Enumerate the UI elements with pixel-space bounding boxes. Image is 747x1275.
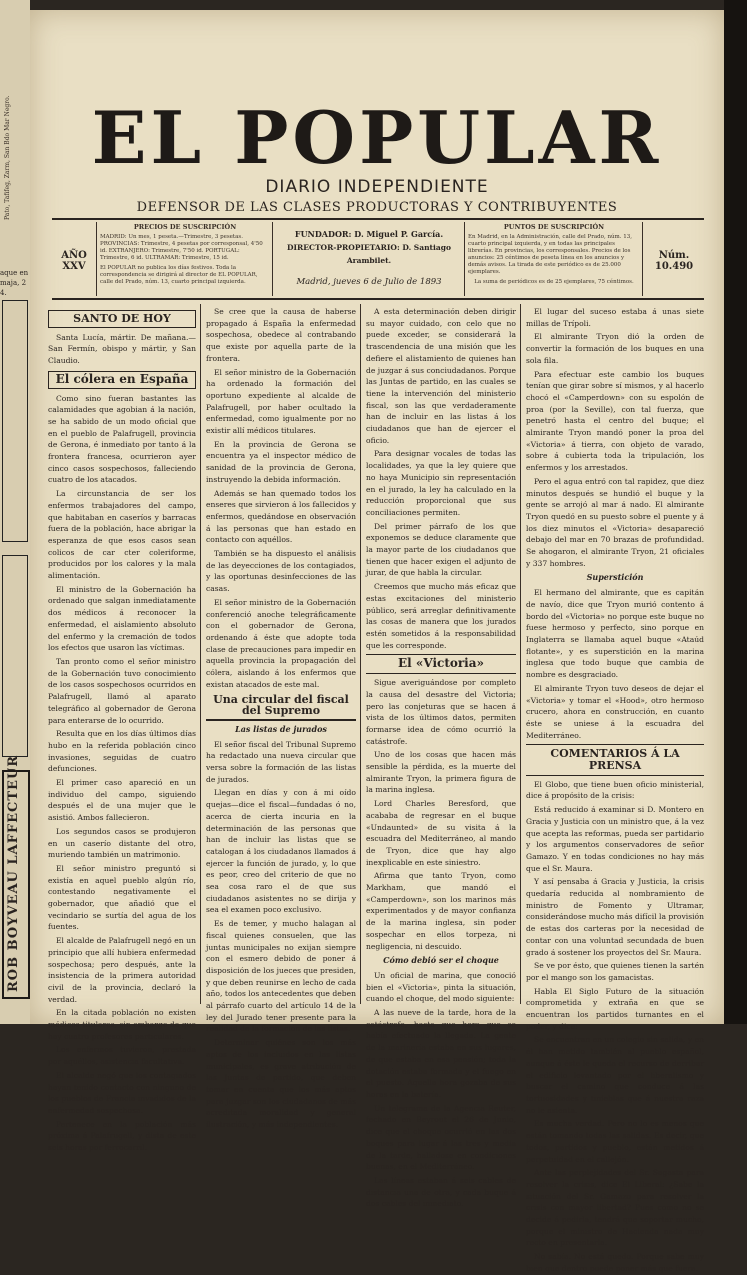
founders-block: FUNDADOR: D. Miguel P. García. DIRECTOR-PROPIETARIO: D. Santiago Arambilet. Madrid, jueves 6 de Julio de 1893 (276, 228, 462, 287)
column-3: A esta determinación deben dirigir su mayor cuidado, con celo que no puede exceder, se considerará la trascendencia de una misión que les defiere el alistamiento de quienes han de juzgar á sus conciudadanos. Porque las Juntas de partido, en las cuales se tiene la intervención del ministerio fiscal, son las que verdaderamente han de incluir en las listas á los ciudadanos que han de ejercer el oficio. Para designar vocales de todas las localidades, ya que la ley quiere que no haya Municipio sin representación en el jurado, la ley ha calculado en la reducción proporcional que sus conciliaciones permiten. Del primer párrafo de los que exponemos se deduce claramente que la mayor parte de los ciudadanos que tienen que hacer exigen el adjunto de jurar, de que habla la circular. Creemos que mucho más eficaz que estas excitaciones del ministerio público, será arreglar definitivamente las cosas de manera que los jurados estén sometidos á la responsabilidad que les corresponde. El «Victoria» Sigue averiguándose por completo la causa del desastre del Victoria; pero las conjeturas que se hacen á vista de los últimos datos, permiten formarse idea de cómo ocurrió la catástrofe. Uno de los cosas que hacen más sensible la pérdida, es la muerte del almirante Tryon, la primera figura de la marina inglesa. Lord Charles Beresford, que acababa de regresar en el buque «Undaunted» de su visita á la escuadra del Mediterráneo, al mando de Tryon, dice que hay algo inexplicable en este siniestro. Afirma que tanto Tryon, como Markham, que mandó el «Camperdown», son los marinos más experimentados y de mayor confianza de la marina inglesa, sin poder sospechar en ellos torpeza, ni negligencia, ni descuido. Cómo debió ser el choque Un oficial de marina, que conoció bien el «Victoria», pinta la situación, cuando el choque, del modo siguiente: A las nueve de la tarde, hora de la catástrofe, hasta que hora que se había efectuado la llegada. La gente de la marinería estaba en sus lugares, de que estaba en esa pensión; toda la dotación estaba formada y el fuego en el puesto. Aquella hora gozaba de sus horas en la batería. Un telegrama de la Agencia Reuter, fechado en Beyrout el 26 de Junio, dice que el choque ocurrió en las dos boques para lugar á las tres y media de la tarde, halladose en condiciones buenas, en el Mediterráneo. Las líneas estaban á seis cables de distancia una de otra, y cada buque á dos cables del inmediato. (366, 307, 516, 1209)
saints-heading: SANTO DE HOY (48, 310, 196, 328)
masthead-tagline: DEFENSOR DE LAS CLASES PRODUCTORAS Y CONTRIBUYENTES (136, 200, 618, 215)
adjacent-page-spine: Pato, Tafifeg, Zarm, San Bdo Mar Negro. aque en maja, 24. ROB BOYVEAU LAFFECTEUR (0, 0, 30, 1024)
issue-number: Núm. 10.490 (654, 250, 694, 272)
column-4: El lugar del suceso estaba á unas siete millas de Trípoli. El almirante Tryon dió la orden de convertir la formación de los buques en una sola fila. Para efectuar este cambio los buques tenían que girar sobre sí mismos, y al hacerlo chocó el «Camperdown» con su espolón de proa (por la Seville), con tal fuerza, que penetró hasta el centro del buque; el almirante Tryon mandó poner la proa del «Victoria» á tierra, con objeto de varado, sobre á cubierta toda la tripulación, los enfermos y los arrestados. Pero el agua entró con tal rapidez, que diez minutos después se hundió el buque y la gente se arrojó al mar á nado. El almirante Tryon quedó en su puesto sobre el puente y á los diez minutos el «Victoria» desapareció debajo del mar en 70 brazas de profundidad. Se ahogaron, el almirante Tryon, 21 oficiales y 337 hombres. Superstición El hermano del almirante, que es capitán de navío, dice que Tryon murió contento á bordo del «Victoria» no porque este buque no fuese hermoso y perfecto, sino porque en Inglaterra se llamaba aquel buque «Ataúd flotante», y es superstición en la marina inglesa que todo buque que cambia de nombre es desgraciado. El almirante Tryon tuvo deseos de dejar el «Victoria» y tomar el «Hood», otro hermoso crucero, ahora en construcción, en cuanto éste se uniese á la escuadra del Mediterráneo. COMENTARIOS Á LA PRENSA El Globo, que tiene buen oficio ministerial, dice á propósito de la crisis: Está reducido á examinar si D. Montero en Gracia y Justicia con un ministro que, á la vez que acepta las reformas, pueda ser partidario y los argumentos conservadores de señor Gamazo. Y en todas condiciones no hay más que el Sr. Maura. Y así pensaba á Gracia y Justicia, la crisis quedaría reducida al nombramiento de ministro de Fomento y Ultramar, considerándose mucho más difícil la provisión de estas dos carteras por la necesidad de contar con una voluntad secundada de buen grado á sostener los proyectos del Sr. Maura. Se ve por ésto, que quienes tienen la sartén por el mango son los gamacistas. Habla El Siglo Futuro de la situación comprometida y extraña en que se encuentran los partidos turnantes en el poder, y dice: Se encuentran en un colegio sin salida, y en él han metido también al pueblo español, aunque á éste le queda el recurso de derribar el edificio levantado por el liberalismo y buscar el camino que conduce á las tortuosidades y tinieblas que á nuestra raza no le asienta. Es mucha verdad. Pero no lo es menos que están tomando todas las salidas. Es decir, que todos, partidos y pueblo, están metidos á perpetuidad en el callejón. Ante las perplejidades del Sr. Sagasta para resolver la crisis, dice El Liberal: ¿Sabe la situación del Sr. Gamazo para resolver la crisis con mayor libertad? Pues como no se decide á pedirla, tendrá que soportar mucho, porque el ministro de Hacienda nada muy recto en presentarla. No sabía. No está quedo. Porque sabe muy bien que dentro puede poner más que fuera. (526, 307, 704, 1273)
cholera-heading: El cólera en España (48, 371, 196, 389)
header-rule-bottom (52, 298, 704, 300)
choque-subheading: Cómo debió ser el choque (383, 955, 499, 966)
victoria-heading: El «Victoria» (366, 654, 516, 674)
spine-ad-box-1 (2, 300, 28, 542)
superstition-subheading: Superstición (586, 572, 644, 583)
year-label: AÑO XXV (61, 250, 87, 272)
column-1: SANTO DE HOY Santa Lucía, mártir. De mañana.—San Fermín, obispo y mártir, y San Claudio. El cólera en España Como sino fueran bastantes las calamidades que agobian á la nación, se ha sabido de un modo oficial que en el pueblo de Palafrugell, provincia de Gerona, é inmediato por tanto á la frontera francesa, ocurrieron ayer cinco casos sospechosos, falleciendo cuatro de los atacados. La circunstancia de ser los enfermos trabajadores del campo, que habitaban en caseríos y barracas fuera de la población, hace abrigar la esperanza de que esos casos sean colicos de car cter coleriforme, producidos por los calores y la mala alimentación. El ministro de la Gobernación ha ordenado que salgan inmediatamente dos médicos á reconocer la enfermedad, el aislamiento absoluto del enfermo y la cremación de todos los efectos que usaron las víctimas. Tan pronto como el señor ministro de la Gobernación tuvo conocimiento de los casos sospechosos ocurridos en Palafrugell, llamó al aparato telegráfico al gobernador de Gerona para enterarse de lo ocurrido. Resulta que en los días últimos días hubo en la referida población cinco invasiones, seguidas de cuatro defunciones. El primer caso apareció en un individuo del campo, siguiendo después el de una mujer que le asistió. Ambos fallecieron. Los segundos casos se produjeron en un caserío distante del otro, muriendo también un matrimonio. El señor ministro preguntó si existía en aquel pueblo algún río, contestando negativamente el gobernador, que añadió que el vecindario se surtía del agua de los fuentes. El alcalde de Palafrugell negó en un principio que allí hubiera enfermedad sospechosa; pero después, ante la insistencia de la primera autoridad civil de la provincia, declaró la verdad. En la citada población no existen médicos titulares, sin embargo de que hay cuatro profesores particulares. Los enfermos tuvieron, prestada por aquéllos, asistencia facultativa. El alcalde negó que los contagiados hayan tenido contacto con ninguno de los pueblos de Francia invadidos de la enfermedad sospechosa. Pertenece en la población más próxima á Palafrugell, y dista de este seis horas por ferrocarril. (48, 312, 196, 1153)
spine-ad-boyveau: ROB BOYVEAU LAFFECTEUR (2, 770, 30, 999)
subscription-points: PUNTOS DE SUSCRIPCIÓN En Madrid, en la Administración, calle del Prado, núm. 13, cuarto principal izquierda, y en todas las principales librerías. En provincias, los corresponsales. Precios de los anuncios: 25 céntimos de peseta línea en los anuncios y demás avisos. La tirada de este periódico es de 25.000 ejemplares. La suma de periódicos es de 25 ejemplares, 75 céntimos. (468, 223, 634, 285)
dateline: Madrid, jueves 6 de Julio de 1893 (296, 277, 442, 287)
subscription-prices: PRECIOS DE SUSCRIPCIÓN MADRID: Un mes, 1 peseta.—Trimestre, 3 pesetas. PROVINCIAS: Trimestre, 4 pesetas por corresponsal, 4'50 id. EXTRANJERO: Trimestre, 7'50 id. PORTUGAL: Trimestre, 6 id. ULTRAMAR: Trimestre, 15 id. El POPULAR no publica los días festivos. Toda la correspondencia se dirigirá al director de EL POPULAR, calle del Prado, núm. 13, cuarto principal izquierda. (100, 223, 263, 285)
spine-ad-box-2 (2, 555, 28, 757)
listas-subheading: Las listas de jurados (235, 723, 327, 734)
scan-border-right (724, 0, 747, 1024)
column-2: Se cree que la causa de haberse propagado á España la enfermedad sospechosa, obedece al contrabando que existe por aquella parte de la frontera. El señor ministro de la Gobernación ha ordenado la formación del oportuno expediente al alcalde de Palafrugell, por haber ocultado la enfermedad, como igualmente por no existir allí médicos titulares. En la provincia de Gerona se encuentra ya el inspector médico de sanidad de la provincia de Gerona, instruyendo la debida información. Además se han quemado todos los enseres que sirvieron á los fallecidos y enfermos, quedándose en observación á las personas que han estado en contacto con aquéllos. También se ha dispuesto el análisis de las deyecciones de los contagiados, y las oportunas desinfecciones de las casas. El señor ministro de la Gobernación conferenció anoche telegráficamente con el gobernador de Gerona, ordenando á éste que adopte toda clase de precauciones para impedir en aquella provincia la propagación del cólera, aislando á los enfermos que existan atacados de este mal. Una circular del fiscal del Supremo Las listas de jurados El señor fiscal del Tribunal Supremo ha redactado una nueva circular que versa sobre la formación de las listas de jurados. Llegan en días y con á mi oído quejas—dice el fiscal—fundadas ó no, acerca de cierta incuria en la determinación de las personas que han de incluir las listas que se catalogan á los ciudadanos llamados á ejercer la función de jurado, y, lo que es peor, creo del criterio de que no sea cosa raro el de que sus ciudadanos asistentes no se dirija y sea el examen poco exclusivo. Es de temer, y mucho halagan al fiscal quienes consuelen, que las juntas municipales no exijan siempre con el esmero debido de poner á disposición de los jueces que presiden, y que deben reunirse en lecho de cada año, todos los antecedentes que deben al párrafo cuarto del artículo 14 de la ley del Jurado tener presente para la realidad de la formación de las listas. Determinar quiénes son los más aptos de los incluidos en las listas municipales, es grave atribución de las Juntas de partido, que deben tomar en cuenta que los más aptos para juzgar son los ciudadanos de más acreditada moralidad y general ilustración, y más independientes. (206, 307, 357, 1130)
spine-text-top: aque en maja, 24. (0, 269, 29, 297)
circular-heading: Una circular del fiscal del Supremo (206, 694, 356, 721)
comentarios-heading: COMENTARIOS Á LA PRENSA (526, 744, 704, 775)
masthead-title: EL POPULAR (91, 95, 663, 180)
masthead-subtitle: DIARIO INDEPENDIENTE (265, 177, 489, 197)
newspaper-page (30, 10, 724, 1273)
header-rule-top (52, 218, 704, 220)
